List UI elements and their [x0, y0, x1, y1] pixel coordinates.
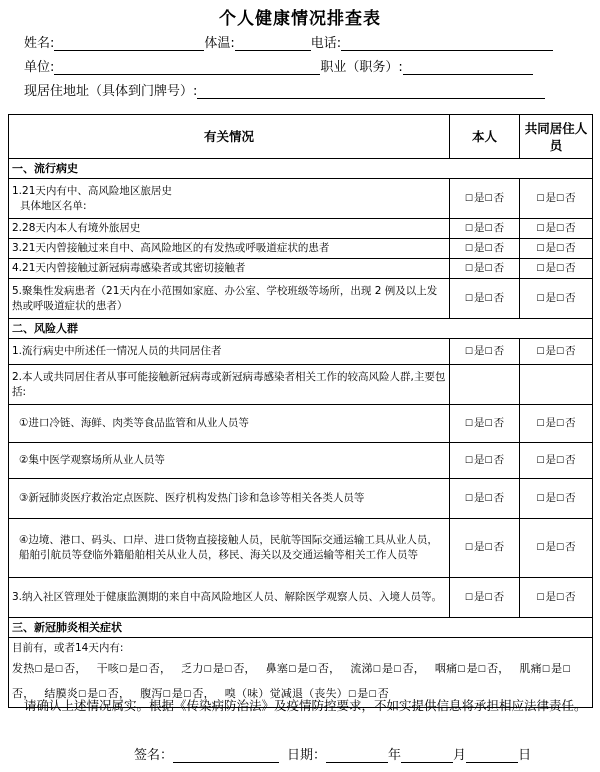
- checkbox-icon[interactable]: ☐: [556, 418, 565, 429]
- header-self: 本人: [450, 115, 520, 159]
- yes-label: 是: [171, 687, 184, 700]
- no-label: 否: [317, 662, 330, 675]
- yes-label: 是: [545, 491, 556, 504]
- declaration-text: 请确认上述情况属实。根据《传染病防治法》及疫情防控要求，不如实提供信息将承担相应法律责任。: [24, 698, 587, 713]
- symptom-label: 咽痛: [434, 662, 458, 675]
- no-label: 否: [402, 662, 414, 675]
- yes-no-checkbox[interactable]: [450, 339, 520, 365]
- table-row: [9, 259, 593, 279]
- header-cohabitant: 共同居住人员: [520, 115, 593, 159]
- checkbox-icon[interactable]: ☐: [536, 346, 545, 357]
- no-label: 否: [565, 221, 576, 234]
- row-text: 2.28天内本人有境外旅居史: [9, 219, 450, 239]
- checkbox-icon[interactable]: ☐: [484, 418, 493, 429]
- checkbox-icon[interactable]: ☐: [118, 665, 128, 675]
- yes-label: 是: [545, 291, 556, 304]
- checkbox-icon[interactable]: ☐: [183, 690, 192, 700]
- symptom-label: 结膜炎: [44, 687, 79, 700]
- checkbox-icon[interactable]: ☐: [484, 493, 493, 504]
- checkbox-icon[interactable]: ☐: [536, 455, 545, 466]
- checkbox-icon[interactable]: ☐: [54, 665, 64, 675]
- day-field[interactable]: [466, 748, 518, 763]
- symptom-label: 嗅（味）觉减退（丧失）: [224, 687, 348, 700]
- row-text: 2.本人或共同居住者从事可能接触新冠病毒或新冠病毒感染者相关工作的较高风险人群,主要包括:: [9, 365, 450, 405]
- checkbox-icon[interactable]: ☐: [562, 665, 571, 675]
- symptom-label: 干咳: [96, 662, 119, 675]
- checkbox-icon[interactable]: ☐: [484, 243, 493, 254]
- month-field[interactable]: [401, 748, 453, 763]
- checkbox-icon[interactable]: ☐: [556, 455, 565, 466]
- name-field[interactable]: [54, 36, 204, 51]
- signature-row: [134, 744, 531, 763]
- yes-label: 是: [474, 416, 485, 429]
- no-label: 否: [493, 261, 505, 274]
- checkbox-icon[interactable]: ☐: [464, 223, 473, 234]
- checkbox-icon[interactable]: ☐: [556, 263, 565, 274]
- yes-label: 是: [474, 541, 485, 553]
- yes-label: 是: [128, 662, 140, 675]
- yes-label: 是: [87, 687, 99, 700]
- yes-no-checkbox[interactable]: [520, 443, 593, 479]
- yes-label: 是: [43, 662, 55, 675]
- yes-no-checkbox[interactable]: [450, 259, 520, 279]
- yes-label: 是: [474, 261, 485, 274]
- month-label: 月: [453, 748, 467, 763]
- phone-field[interactable]: [341, 36, 553, 51]
- no-label: 否: [377, 687, 389, 700]
- yes-no-checkbox[interactable]: [450, 405, 520, 443]
- yes-no-checkbox[interactable]: [450, 578, 520, 618]
- symptom-label: 发热: [12, 662, 35, 675]
- yes-label: 是: [545, 221, 556, 234]
- checkbox-icon[interactable]: ☐: [98, 690, 107, 700]
- row-text: 3.纳入社区管理处于健康监测期的来自中高风险地区人员、解除医学观察人员、入境人员等。: [9, 578, 450, 618]
- yes-no-checkbox[interactable]: [450, 443, 520, 479]
- checkbox-icon[interactable]: ☐: [536, 193, 545, 204]
- checkbox-icon[interactable]: ☐: [464, 543, 473, 553]
- row-text: ②集中医学观察场所从业人员等: [9, 443, 450, 479]
- table-row: [9, 365, 593, 405]
- info-row-2: [24, 56, 533, 75]
- unit-label: 单位:: [24, 60, 55, 75]
- no-label: 否: [493, 191, 505, 204]
- table-row: [9, 443, 593, 479]
- symptom-item: 咽痛☐是☐否，: [434, 662, 510, 675]
- job-field[interactable]: [403, 60, 533, 75]
- checkbox-icon[interactable]: ☐: [464, 493, 473, 504]
- checkbox-icon[interactable]: ☐: [484, 455, 493, 466]
- symptom-label: 肌痛: [519, 662, 542, 675]
- yes-label: 是: [545, 541, 556, 553]
- no-label: 否: [493, 590, 505, 603]
- yes-no-checkbox[interactable]: [520, 578, 593, 618]
- checkbox-icon[interactable]: ☐: [477, 665, 487, 675]
- checkbox-icon[interactable]: ☐: [464, 193, 473, 204]
- checkbox-icon[interactable]: ☐: [536, 592, 545, 603]
- yes-label: 是: [474, 590, 485, 603]
- checkbox-icon[interactable]: ☐: [556, 293, 565, 304]
- table-row: [9, 179, 593, 219]
- no-label: 否: [493, 291, 505, 304]
- temp-field[interactable]: [235, 36, 311, 51]
- health-table: [8, 114, 593, 708]
- checkbox-icon[interactable]: ☐: [34, 665, 43, 675]
- checkbox-icon[interactable]: ☐: [464, 418, 473, 429]
- yes-no-checkbox[interactable]: [450, 239, 520, 259]
- name-label: 姓名:: [24, 36, 55, 51]
- no-label: 否: [493, 416, 505, 429]
- yes-label: 是: [297, 662, 309, 675]
- table-row: [9, 279, 593, 319]
- yes-no-checkbox[interactable]: [520, 219, 593, 239]
- yes-label: 是: [551, 662, 563, 675]
- no-label: 否: [565, 541, 576, 553]
- sign-label: 签名：: [134, 748, 174, 763]
- yes-label: 是: [212, 662, 225, 675]
- yes-label: 是: [474, 221, 485, 234]
- yes-label: 是: [474, 491, 485, 504]
- no-label: 否: [493, 221, 505, 234]
- table-row: [9, 219, 593, 239]
- symptom-label: 腹泻: [140, 687, 163, 700]
- day-label: 日: [518, 748, 532, 763]
- row-text: ③新冠肺炎医疗救治定点医院、医疗机构发热门诊和急诊等相关各类人员等: [9, 479, 450, 519]
- row-text: 3.21天内曾接触过来自中、高风险地区的有发热或呼吸道症状的患者: [9, 239, 450, 259]
- yes-no-checkbox[interactable]: [520, 279, 593, 319]
- checkbox-icon[interactable]: ☐: [484, 293, 493, 304]
- table-row: [9, 479, 593, 519]
- symptom-label: 鼻塞: [265, 662, 289, 675]
- checkbox-icon[interactable]: ☐: [464, 263, 473, 274]
- checkbox-icon[interactable]: ☐: [556, 193, 565, 204]
- checkbox-icon[interactable]: ☐: [556, 493, 565, 504]
- symptom-item: 肌痛☐是☐否，: [12, 662, 571, 700]
- no-label: 否: [493, 491, 505, 504]
- yes-label: 是: [545, 241, 556, 254]
- checkbox-icon[interactable]: ☐: [536, 293, 545, 304]
- signature-field[interactable]: [173, 748, 279, 763]
- checkbox-icon[interactable]: ☐: [464, 592, 473, 603]
- no-label: 否: [565, 241, 576, 254]
- symptom-item: 腹泻☐是☐否，: [140, 687, 215, 700]
- yes-no-checkbox[interactable]: [520, 179, 593, 219]
- row-text: 5.聚集性发病患者（21天内在小范围如家庭、办公室、学校班级等场所，出现 2 例及以上发热或呼吸道症状的患者）: [9, 279, 450, 319]
- table-row: [9, 339, 593, 365]
- section-title: 三、新冠肺炎相关症状: [9, 618, 593, 638]
- checkbox-icon[interactable]: ☐: [556, 223, 565, 234]
- checkbox-icon[interactable]: ☐: [464, 346, 473, 357]
- no-label: 否: [565, 191, 576, 204]
- year-label: 年: [388, 748, 402, 763]
- header-situation: 有关情况: [9, 115, 450, 159]
- yes-label: 是: [474, 191, 485, 204]
- year-field[interactable]: [326, 748, 388, 763]
- checkbox-icon[interactable]: ☐: [484, 543, 493, 553]
- empty-cell: [450, 365, 520, 405]
- checkbox-icon[interactable]: ☐: [224, 665, 233, 675]
- phone-label: 电话:: [310, 36, 342, 51]
- checkbox-icon[interactable]: ☐: [464, 293, 473, 304]
- checkbox-icon[interactable]: ☐: [484, 592, 493, 603]
- symptom-item: 流涕☐是☐否，: [350, 662, 425, 675]
- no-label: 否: [148, 662, 160, 675]
- yes-label: 是: [474, 291, 485, 304]
- checkbox-icon[interactable]: ☐: [556, 543, 565, 553]
- checkbox-icon[interactable]: ☐: [556, 592, 565, 603]
- checkbox-icon[interactable]: ☐: [139, 665, 148, 675]
- date-label: 日期：: [287, 748, 327, 763]
- yes-label: 是: [466, 662, 478, 675]
- no-label: 否: [493, 344, 505, 357]
- row-text: ①进口冷链、海鲜、肉类等食品监管和从业人员等: [9, 405, 450, 443]
- row-text: ④边境、港口、码头、口岸、进口货物直接接触人员，民航等国际交通运输工具从业人员，船舶引航员等登临外籍船舶相关从业人员，移民、海关以及交通运输等相关工作人员等: [9, 519, 450, 578]
- address-label: 现居住地址（具体到门牌号）:: [24, 84, 198, 99]
- checkbox-icon[interactable]: ☐: [484, 346, 493, 357]
- symptom-label: 乏力: [181, 662, 204, 675]
- symptom-item: 发热☐是☐否，: [12, 662, 87, 675]
- yes-label: 是: [545, 344, 556, 357]
- no-label: 否: [565, 291, 576, 304]
- checkbox-icon[interactable]: ☐: [536, 543, 545, 553]
- yes-label: 是: [474, 344, 485, 357]
- no-label: 否: [487, 662, 499, 675]
- yes-no-checkbox[interactable]: [520, 259, 593, 279]
- checkbox-icon[interactable]: ☐: [78, 690, 87, 700]
- row-text: 4.21天内曾接触过新冠病毒感染者或其密切接触者: [9, 259, 450, 279]
- page-title: 个人健康情况排查表: [219, 9, 381, 29]
- checkbox-icon[interactable]: ☐: [457, 665, 466, 675]
- row-text: 1.流行病史中所述任一情况人员的共同居住者: [9, 339, 450, 365]
- checkbox-icon[interactable]: ☐: [556, 346, 565, 357]
- yes-no-checkbox[interactable]: [520, 239, 593, 259]
- empty-cell: [520, 365, 593, 405]
- yes-label: 是: [357, 687, 369, 700]
- row-text: 1.21天内有中、高风险地区旅居史 具体地区名单:: [9, 179, 450, 219]
- yes-no-checkbox[interactable]: [450, 179, 520, 219]
- checkbox-icon[interactable]: ☐: [464, 455, 473, 466]
- checkbox-icon[interactable]: ☐: [308, 665, 317, 675]
- checkbox-icon[interactable]: ☐: [372, 665, 381, 675]
- symptom-item: 鼻塞☐是☐否，: [265, 662, 341, 675]
- yes-label: 是: [474, 453, 485, 466]
- no-label: 否: [107, 687, 119, 700]
- section-title: 一、流行病史: [9, 159, 593, 179]
- job-label: 职业（职务）:: [320, 60, 403, 75]
- info-row-3: [24, 80, 545, 99]
- no-label: 否: [493, 241, 505, 254]
- symptoms-intro: 目前有，或者14天内有:: [12, 642, 124, 654]
- yes-label: 是: [474, 241, 485, 254]
- section-title: 二、风险人群: [9, 319, 593, 339]
- checkbox-icon[interactable]: ☐: [368, 690, 377, 700]
- checkbox-icon[interactable]: ☐: [464, 243, 473, 254]
- yes-label: 是: [545, 261, 556, 274]
- yes-no-checkbox[interactable]: [520, 479, 593, 519]
- table-header: [9, 115, 593, 159]
- unit-field[interactable]: [54, 60, 320, 75]
- symptom-label: 流涕: [350, 662, 373, 675]
- address-field[interactable]: [197, 84, 545, 99]
- yes-label: 是: [545, 416, 556, 429]
- no-label: 否: [12, 687, 24, 700]
- checkbox-icon[interactable]: ☐: [347, 690, 357, 700]
- no-label: 否: [233, 662, 245, 675]
- no-label: 否: [565, 261, 576, 274]
- no-label: 否: [565, 344, 576, 357]
- yes-no-checkbox[interactable]: [520, 519, 593, 578]
- checkbox-icon[interactable]: ☐: [536, 263, 545, 274]
- no-label: 否: [493, 541, 505, 553]
- symptom-item: 结膜炎☐是☐否，: [44, 687, 131, 700]
- symptom-item: 干咳☐是☐否，: [96, 662, 172, 675]
- checkbox-icon[interactable]: ☐: [484, 193, 493, 204]
- yes-label: 是: [545, 453, 556, 466]
- checkbox-icon[interactable]: ☐: [536, 223, 545, 234]
- yes-label: 是: [545, 590, 556, 603]
- table-row: [9, 405, 593, 443]
- checkbox-icon[interactable]: ☐: [536, 493, 545, 504]
- yes-label: 是: [382, 662, 394, 675]
- no-label: 否: [493, 453, 505, 466]
- yes-no-checkbox[interactable]: [450, 219, 520, 239]
- checkbox-icon[interactable]: ☐: [536, 243, 545, 254]
- table-row: [9, 519, 593, 578]
- checkbox-icon[interactable]: ☐: [536, 418, 545, 429]
- yes-label: 是: [545, 191, 556, 204]
- checkbox-icon[interactable]: ☐: [541, 665, 551, 675]
- checkbox-icon[interactable]: ☐: [288, 665, 297, 675]
- yes-no-checkbox[interactable]: [450, 479, 520, 519]
- no-label: 否: [192, 687, 204, 700]
- no-label: 否: [565, 453, 576, 466]
- checkbox-icon[interactable]: ☐: [556, 243, 565, 254]
- temp-label: 体温:: [204, 36, 235, 51]
- info-row-1: [24, 32, 553, 51]
- yes-no-checkbox[interactable]: [450, 279, 520, 319]
- no-label: 否: [565, 416, 576, 429]
- checkbox-icon[interactable]: ☐: [484, 223, 493, 234]
- yes-no-checkbox[interactable]: [520, 405, 593, 443]
- no-label: 否: [64, 662, 76, 675]
- yes-no-checkbox[interactable]: [450, 519, 520, 578]
- checkbox-icon[interactable]: ☐: [203, 665, 212, 675]
- no-label: 否: [565, 491, 576, 504]
- checkbox-icon[interactable]: ☐: [393, 665, 402, 675]
- symptom-item: 乏力☐是☐否，: [181, 662, 256, 675]
- checkbox-icon[interactable]: ☐: [484, 263, 493, 274]
- table-row: [9, 239, 593, 259]
- no-label: 否: [565, 590, 576, 603]
- yes-no-checkbox[interactable]: [520, 339, 593, 365]
- table-row: [9, 578, 593, 618]
- checkbox-icon[interactable]: ☐: [162, 690, 171, 700]
